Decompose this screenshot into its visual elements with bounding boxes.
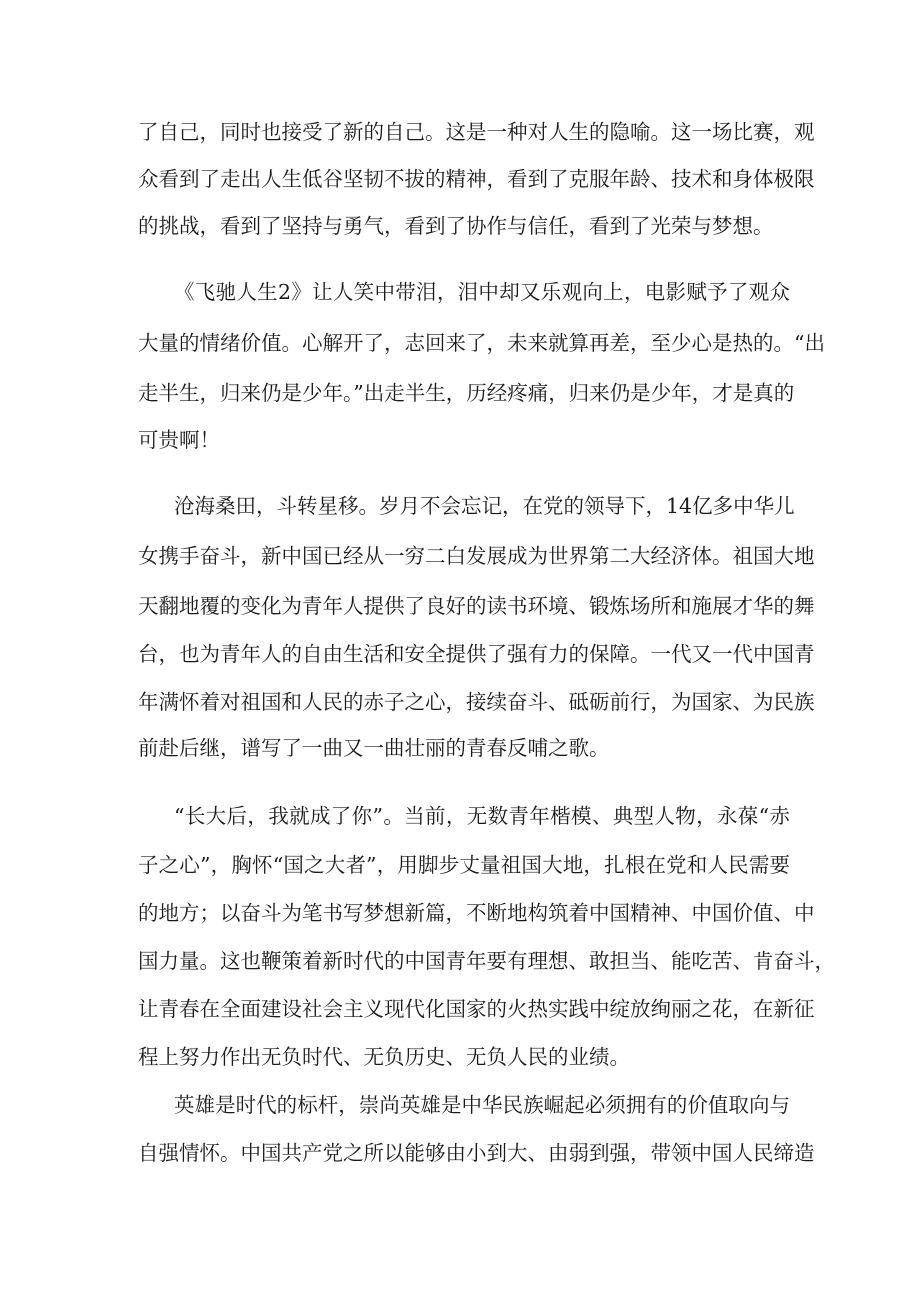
paragraph-2-line-2: 大量的情绪价值。心解开了，志回来了，未来就算再差，至少心是热的。“出	[138, 331, 825, 355]
paragraph-3-line-5: 年满怀着对祖国和人民的赤子之心，接续奋斗、砥砺前行，为国家、为民族	[138, 690, 815, 714]
paragraph-2-line-4: 可贵啊！	[138, 428, 220, 452]
paragraph-3-line-6: 前赴后继，谱写了一曲又一曲壮丽的青春反哺之歌。	[138, 736, 610, 760]
paragraph-2-line-1: 《飞驰人生2》让人笑中带泪，泪中却又乐观向上，电影赋予了观众	[174, 280, 790, 304]
paragraph-3-line-2: 女携手奋斗，新中国已经从一穷二白发展成为世界第二大经济体。祖国大地	[138, 544, 815, 568]
paragraph-4-line-6: 程上努力作出无负时代、无负历史、无负人民的业绩。	[138, 1045, 630, 1069]
paragraph-4-line-2: 子之心”，胸怀“国之大者”，用脚步丈量祖国大地，扎根在党和人民需要	[138, 853, 790, 877]
paragraph-1-line-1: 了自己，同时也接受了新的自己。这是一种对人生的隐喻。这一场比赛，观	[138, 120, 815, 144]
paragraph-1-line-3: 的挑战，看到了坚持与勇气，看到了协作与信任，看到了光荣与梦想。	[138, 214, 774, 238]
paragraph-4-line-4: 国力量。这也鞭策着新时代的中国青年要有理想、敢担当、能吃苦、肯奋斗，	[138, 949, 835, 973]
paragraph-3-line-1: 沧海桑田，斗转星移。岁月不会忘记，在党的领导下，14亿多中华儿	[174, 494, 795, 518]
paragraph-4-line-1: “长大后，我就成了你”。当前，无数青年楷模、典型人物，永葆“赤	[174, 804, 790, 828]
paragraph-4-line-5: 让青春在全面建设社会主义现代化国家的火热实践中绽放绚丽之花，在新征	[138, 997, 815, 1021]
paragraph-5-line-2: 自强情怀。中国共产党之所以能够由小到大、由弱到强，带领中国人民缔造	[138, 1141, 815, 1165]
paragraph-1-line-2: 众看到了走出人生低谷坚韧不拔的精神，看到了克服年龄、技术和身体极限	[138, 167, 815, 191]
paragraph-4-line-3: 的地方；以奋斗为笔书写梦想新篇，不断地构筑着中国精神、中国价值、中	[138, 901, 815, 925]
paragraph-3-line-3: 天翻地覆的变化为青年人提供了良好的读书环境、锻炼场所和施展才华的舞	[138, 594, 815, 618]
paragraph-2-line-3: 走半生，归来仍是少年。”出走半生，历经疼痛，归来仍是少年，才是真的	[138, 381, 795, 405]
paragraph-3-line-4: 台，也为青年人的自由生活和安全提供了强有力的保障。一代又一代中国青	[138, 642, 815, 666]
paragraph-5-line-1: 英雄是时代的标杆，崇尚英雄是中华民族崛起必须拥有的价值取向与	[174, 1093, 790, 1117]
